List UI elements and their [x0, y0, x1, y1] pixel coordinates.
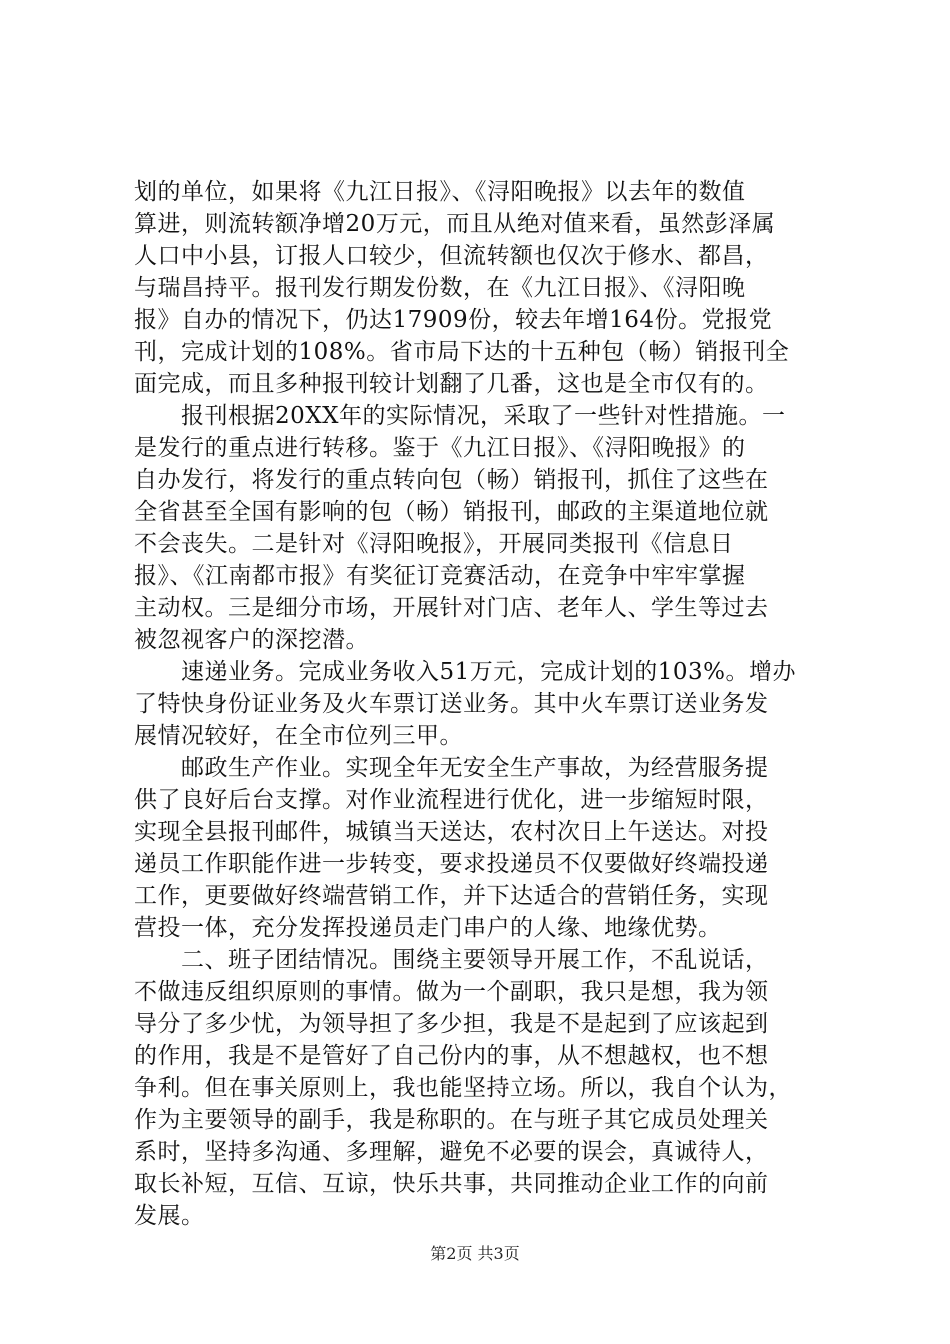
text-line: 取长补短，互信、互谅，快乐共事，共同推动企业工作的向前 [134, 1171, 769, 1197]
page-number-footer: 第2页 共3页 [430, 1244, 520, 1263]
text-line: 递员工作职能作进一步转变，要求投递员不仅要做好终端投递 [134, 851, 769, 877]
text-line: 争利。但在事关原则上，我也能坚持立场。所以，我自个认为， [134, 1075, 792, 1101]
text-line: 人口中小县，订报人口较少，但流转额也仅次于修水、都昌， [134, 243, 769, 269]
text-line: 不会丧失。二是针对《浔阳晚报》，开展同类报刊《信息日 [134, 531, 734, 557]
text-line: 作为主要领导的副手，我是称职的。在与班子其它成员处理关 [134, 1107, 769, 1133]
text-line: 供了良好后台支撑。对作业流程进行优化，进一步缩短时限， [134, 787, 769, 813]
text-line: 了特快身份证业务及火车票订送业务。其中火车票订送业务发 [134, 691, 769, 717]
text-line: 不做违反组织原则的事情。做为一个副职，我只是想，我为领 [134, 979, 769, 1005]
text-line: 算进，则流转额净增20万元，而且从绝对值来看，虽然彭泽属 [134, 211, 776, 237]
text-line: 全省甚至全国有影响的包（畅）销报刊，邮政的主渠道地位就 [134, 499, 769, 525]
text-line: 被忽视客户的深挖潜。 [134, 627, 369, 653]
text-line: 报》、《江南都市报》有奖征订竞赛活动，在竞争中牢牢掌握 [134, 563, 746, 589]
text-line: 二、班子团结情况。围绕主要领导开展工作，不乱说话， [134, 947, 769, 973]
text-line: 发展。 [134, 1203, 205, 1229]
text-line: 速递业务。完成业务收入51万元，完成计划的103%。增办 [134, 659, 797, 685]
text-line: 是发行的重点进行转移。鉴于《九江日报》、《浔阳晚报》的 [134, 435, 746, 461]
text-line: 展情况较好，在全市位列三甲。 [134, 723, 463, 749]
text-line: 的作用，我是不是管好了自己份内的事，从不想越权，也不想 [134, 1043, 769, 1069]
text-line: 系时，坚持多沟通、多理解，避免不必要的误会，真诚待人， [134, 1139, 769, 1165]
text-line: 工作，更要做好终端营销工作，并下达适合的营销任务，实现 [134, 883, 769, 909]
text-line: 与瑞昌持平。报刊发行期发份数，在《九江日报》、《浔阳晚 [134, 275, 746, 301]
text-line: 划的单位，如果将《九江日报》、《浔阳晚报》以去年的数值 [134, 179, 746, 205]
text-line: 报》自办的情况下，仍达17909份，较去年增164份。党报党 [134, 307, 773, 333]
text-line: 报刊根据20XX年的实际情况，采取了一些针对性措施。一 [134, 403, 786, 429]
text-line: 实现全县报刊邮件，城镇当天送达，农村次日上午送达。对投 [134, 819, 769, 845]
text-line: 刊，完成计划的108%。省市局下达的十五种包（畅）销报刊全 [134, 339, 790, 365]
text-line: 主动权。三是细分市场，开展针对门店、老年人、学生等过去 [134, 595, 769, 621]
text-line: 营投一体，充分发挥投递员走门串户的人缘、地缘优势。 [134, 915, 722, 941]
text-line: 面完成，而且多种报刊较计划翻了几番，这也是全市仅有的。 [134, 371, 769, 397]
text-line: 邮政生产作业。实现全年无安全生产事故，为经营服务提 [134, 755, 769, 781]
text-line: 导分了多少忧，为领导担了多少担，我是不是起到了应该起到 [134, 1011, 769, 1037]
text-line: 自办发行，将发行的重点转向包（畅）销报刊，抓住了这些在 [134, 467, 769, 493]
